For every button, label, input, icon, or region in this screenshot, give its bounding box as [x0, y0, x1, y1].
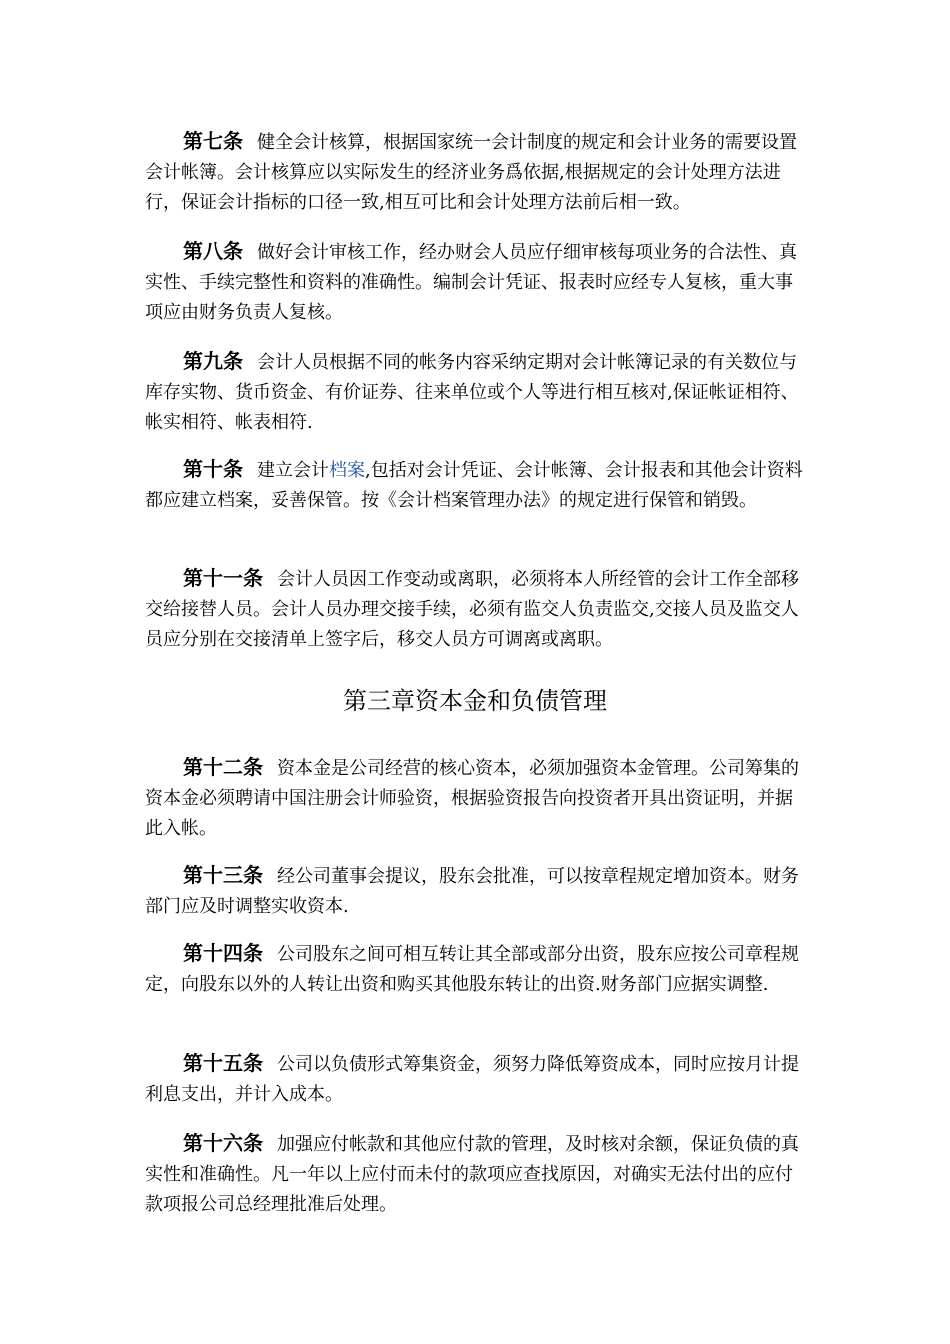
article-text: 会计人员因工作变动或离职，必须将本人所经管的会计工作全部移交给接替人员。会计人员办理交接手续，必须有监交人负责监交,交接人员及监交人员应分别在交接清单上签字后，移交人员方可调离或离职。: [145, 569, 799, 650]
article-10: [145, 454, 810, 516]
article-15: [145, 1048, 810, 1110]
article-text: 加强应付帐款和其他应付款的管理，及时核对余额，保证负债的真实性和准确性。凡一年以上应付而未付的款项应查找原因，对确实无法付出的应付款项报公司总经理批准后处理。: [145, 1134, 799, 1215]
article-8: [145, 236, 810, 328]
article-11: [145, 563, 810, 655]
archive-link[interactable]: 档案: [329, 460, 365, 481]
chapter-title: 第三章资本金和负债管理: [343, 687, 607, 715]
article-number: 第七条: [183, 129, 243, 153]
article-number: 第十条: [183, 457, 243, 481]
article-text: 健全会计核算，根据国家统一会计制度的规定和会计业务的需要设置会计帐簿。会计核算应以实际发生的经济业务爲依据,根据规定的会计处理方法进行，保证会计指标的口径一致,相互可比和会计处理方法前后相一致。: [145, 132, 797, 213]
article-text: 经公司董事会提议，股东会批准，可以按章程规定增加资本。财务部门应及时调整实收资本.: [145, 866, 799, 917]
article-text: 公司以负债形式筹集资金，须努力降低筹资成本，同时应按月计提利息支出，并计入成本。: [145, 1054, 799, 1105]
article-number: 第十二条: [183, 755, 263, 779]
article-text: 资本金是公司经营的核心资本，必须加强资本金管理。公司筹集的资本金必须聘请中国注册会计师验资，根据验资报告向投资者开具出资证明，并据此入帐。: [145, 758, 799, 839]
article-number: 第十六条: [183, 1131, 263, 1155]
article-text: 会计人员根据不同的帐务内容采纳定期对会计帐簿记录的有关数位与库存实物、货币资金、有价证券、往来单位或个人等进行相互核对,保证帐证相符、帐实相符、帐表相符.: [145, 352, 799, 433]
article-number: 第八条: [183, 239, 243, 263]
article-text-after: ,包括对会计凭证、会计帐簿、会计报表和其他会计资料都应建立档案，妥善保管。按《会计档案管理办法》的规定进行保管和销毁。: [145, 460, 803, 511]
article-number: 第十三条: [183, 863, 263, 887]
article-number: 第十四条: [183, 941, 263, 965]
article-13: [145, 860, 810, 922]
article-12: [145, 752, 810, 844]
article-9: [145, 346, 810, 438]
article-number: 第九条: [183, 349, 243, 373]
article-7: [145, 126, 810, 218]
article-16: [145, 1128, 810, 1220]
article-text-before: 建立会计: [257, 460, 329, 481]
article-number: 第十五条: [183, 1051, 263, 1075]
article-14: [145, 938, 810, 1000]
article-text: 做好会计审核工作，经办财会人员应仔细审核每项业务的合法性、真实性、手续完整性和资料的准确性。编制会计凭证、报表时应经专人复核，重大事项应由财务负责人复核。: [145, 242, 797, 323]
article-number: 第十一条: [183, 566, 263, 590]
article-text: 公司股东之间可相互转让其全部或部分出资，股东应按公司章程规定，向股东以外的人转让出资和购买其他股东转让的出资.财务部门应据实调整.: [145, 944, 799, 995]
